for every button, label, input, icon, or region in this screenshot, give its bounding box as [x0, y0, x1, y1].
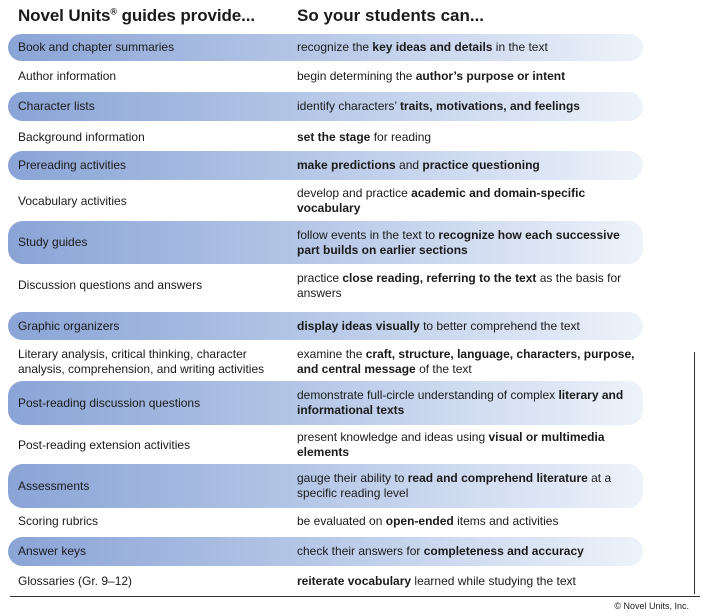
outcome-segment: present knowledge and ideas using — [297, 430, 489, 444]
provision-text: Author information — [18, 69, 117, 83]
outcome-text — [297, 544, 584, 559]
outcome-segment: practice — [297, 270, 343, 285]
outcome-emphasis: academic and domain-specific vocabulary — [297, 186, 586, 215]
outcome-segment: check their answers for — [297, 544, 424, 558]
outcome-emphasis: close reading, referring to the text — [342, 270, 537, 285]
outcome-text — [297, 99, 580, 114]
table-row — [8, 464, 643, 508]
outcome-cell — [297, 265, 637, 306]
provision-cell — [18, 123, 283, 151]
outcome-segment: be evaluated on — [297, 514, 386, 528]
outcome-segment: and — [395, 158, 423, 172]
outcome-segment: items and activities — [453, 514, 559, 528]
provision-cell — [18, 312, 283, 340]
provision-cell — [18, 537, 283, 566]
outcome-emphasis: display ideas visually — [297, 318, 420, 333]
outcome-emphasis: key ideas and details — [372, 40, 493, 54]
provision-text: Post-reading extension activities — [18, 437, 191, 452]
copyright-notice: © Novel Units, Inc. — [614, 601, 689, 611]
outcome-cell — [297, 381, 637, 425]
vertical-rule — [694, 352, 695, 594]
provision-cell — [18, 151, 283, 180]
provision-cell — [18, 265, 283, 306]
outcome-emphasis: reiterate vocabulary — [297, 573, 412, 588]
provision-cell — [18, 181, 283, 221]
outcome-segment: as the basis for answers — [297, 270, 622, 300]
table-row — [8, 181, 643, 221]
outcome-text — [297, 471, 637, 501]
outcome-emphasis: craft, structure, language, characters, purpose, and central message — [297, 346, 635, 376]
outcome-text — [297, 130, 431, 145]
provision-cell — [18, 508, 283, 535]
outcome-text — [297, 271, 637, 301]
provision-text: Answer keys — [18, 544, 87, 558]
provision-text: Study guides — [18, 235, 88, 249]
outcome-emphasis: read and comprehend literature — [407, 471, 588, 485]
outcome-text — [297, 347, 637, 377]
outcome-text — [297, 40, 548, 55]
outcome-segment: in the text — [492, 40, 548, 54]
table-row — [8, 221, 643, 264]
table-row — [8, 92, 643, 121]
footer-rule — [10, 596, 700, 597]
outcome-emphasis: literary and informational texts — [297, 388, 624, 417]
provision-cell — [18, 567, 283, 595]
outcome-emphasis: completeness and accuracy — [423, 544, 584, 558]
provision-cell — [18, 342, 283, 381]
provision-text: Vocabulary activities — [18, 193, 127, 208]
provision-text: Glossaries (Gr. 9–12) — [18, 573, 133, 588]
table-row — [8, 151, 643, 180]
outcome-cell — [297, 34, 637, 61]
table-row — [8, 508, 643, 535]
right-column-heading: So your students can... — [297, 6, 485, 25]
provision-cell — [18, 34, 283, 61]
outcome-text — [297, 158, 540, 173]
outcome-cell — [297, 92, 637, 121]
table-row — [8, 265, 643, 306]
registered-mark: ® — [110, 6, 117, 17]
outcome-emphasis: open-ended — [385, 514, 454, 528]
provision-text: Character lists — [18, 99, 95, 113]
outcome-segment: develop and practice — [297, 186, 412, 200]
table-row — [8, 567, 643, 595]
outcome-emphasis: recognize how each successive part builds on earlier sections — [297, 227, 620, 257]
outcome-cell — [297, 508, 637, 535]
table-row — [8, 426, 643, 464]
outcome-emphasis: make predictions — [297, 158, 396, 172]
outcome-emphasis: author’s purpose or intent — [415, 69, 566, 83]
outcome-cell — [297, 312, 637, 340]
provision-cell — [18, 221, 283, 264]
outcome-text — [297, 319, 580, 334]
outcome-text — [297, 514, 558, 529]
provision-text: Prereading activities — [18, 158, 127, 172]
outcome-segment: identify characters’ — [297, 99, 400, 113]
outcome-segment: follow events in the text to — [297, 227, 439, 242]
outcome-segment: learned while studying the text — [411, 573, 576, 588]
outcome-segment: at a specific reading level — [297, 471, 612, 500]
provision-cell — [18, 464, 283, 508]
outcome-emphasis: practice questioning — [422, 158, 540, 172]
provision-text: Literary analysis, critical thinking, character analysis, comprehension, and writing activities — [18, 346, 265, 376]
outcome-cell — [297, 426, 637, 464]
table-row — [8, 34, 643, 61]
left-heading-suffix: guides provide... — [116, 6, 255, 25]
provision-text: Book and chapter summaries — [18, 40, 175, 54]
outcome-text — [297, 186, 637, 216]
outcome-text — [297, 388, 637, 418]
outcome-cell — [297, 151, 637, 180]
left-heading-brand: Novel Units — [18, 6, 111, 25]
outcome-segment: for reading — [370, 129, 432, 144]
provision-text: Discussion questions and answers — [18, 278, 203, 292]
outcome-cell — [297, 537, 637, 566]
outcome-cell — [297, 342, 637, 381]
outcome-text — [297, 430, 637, 460]
outcome-text — [297, 574, 576, 589]
outcome-cell — [297, 62, 637, 91]
outcome-segment: gauge their ability to — [297, 471, 408, 485]
outcome-emphasis: set the stage — [297, 129, 371, 144]
left-column-heading — [18, 6, 255, 26]
table-row — [8, 312, 643, 340]
provision-text: Graphic organizers — [18, 318, 120, 333]
table-row — [8, 537, 643, 566]
provision-text: Assessments — [18, 478, 90, 493]
outcome-cell — [297, 464, 637, 508]
outcome-cell — [297, 221, 637, 264]
table-row — [8, 123, 643, 151]
outcome-segment: demonstrate full-circle understanding of complex — [297, 388, 559, 402]
table-row — [8, 342, 643, 381]
outcome-cell — [297, 181, 637, 221]
provision-text: Scoring rubrics — [18, 514, 99, 528]
table-row — [8, 381, 643, 425]
outcome-segment: examine the — [297, 346, 366, 361]
table-row — [8, 62, 643, 91]
table-header — [0, 6, 701, 32]
provision-cell — [18, 62, 283, 91]
outcome-emphasis: visual or multimedia elements — [297, 430, 605, 459]
outcome-segment: of the text — [415, 361, 472, 376]
outcome-cell — [297, 123, 637, 151]
outcome-text — [297, 69, 565, 84]
outcome-segment: begin determining the — [297, 69, 416, 83]
outcome-segment: to better comprehend the text — [419, 318, 580, 333]
outcome-cell — [297, 567, 637, 595]
provision-cell — [18, 381, 283, 425]
provision-cell — [18, 92, 283, 121]
provision-text: Background information — [18, 129, 145, 144]
outcome-segment: recognize the — [297, 40, 373, 54]
outcome-text — [297, 228, 637, 258]
outcome-emphasis: traits, motivations, and feelings — [399, 99, 580, 113]
provision-text: Post-reading discussion questions — [18, 395, 201, 410]
provision-cell — [18, 426, 283, 464]
